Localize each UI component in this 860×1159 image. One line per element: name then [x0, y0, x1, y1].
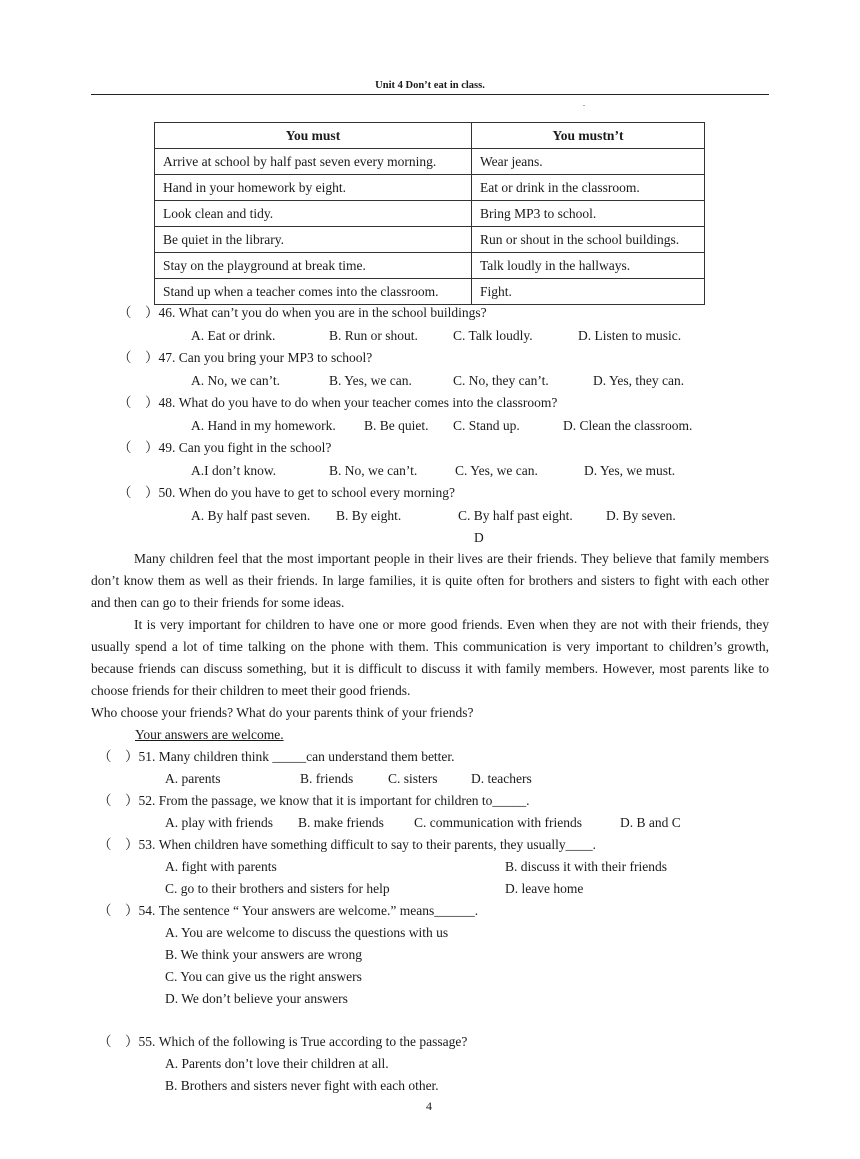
table-cell: Stand up when a teacher comes into the classroom. — [155, 279, 472, 305]
question-54-stem: （ ）54. The sentence “ Your answers are welcome.” means______. — [98, 903, 479, 918]
question-50-option-d: D. By seven. — [606, 508, 676, 523]
table-header-row — [155, 123, 705, 149]
question-51-option-b: B. friends — [300, 771, 354, 786]
table-header-must: You must — [155, 123, 472, 149]
question-47-stem: （ ）47. Can you bring your MP3 to school? — [118, 350, 373, 365]
question-52-option-d: D. B and C — [620, 815, 681, 830]
table-row — [155, 253, 705, 279]
question-50-option-c: C. By half past eight. — [458, 508, 573, 523]
question-48-option-a: A. Hand in my homework. — [191, 418, 336, 433]
question-47-option-a: A. No, we can’t. — [191, 373, 280, 388]
table-row — [155, 227, 705, 253]
table-row — [155, 279, 705, 305]
table-cell: Stay on the playground at break time. — [155, 253, 472, 279]
table-header-mustnt: You mustn’t — [472, 123, 705, 149]
question-55-stem: （ ）55. Which of the following is True according to the passage? — [98, 1034, 468, 1049]
page-number: 4 — [426, 1099, 432, 1113]
question-46-option-b: B. Run or shout. — [329, 328, 418, 343]
passage-paragraph-1: Many children feel that the most important people in their lives are their friends. They believe that family members don’t know them as well as their friends. In large families, it is quite often for brothers and sisters to fight with each other and then can go to their friends for some ideas. — [91, 551, 769, 610]
passage-paragraph-4: Your answers are welcome. — [135, 727, 284, 742]
question-54-option-c: C. You can give us the right answers — [165, 969, 362, 984]
dot-mark: . — [583, 99, 585, 108]
question-46-option-c: C. Talk loudly. — [453, 328, 533, 343]
table-cell: Talk loudly in the hallways. — [472, 253, 705, 279]
passage-paragraph-3: Who choose your friends? What do your parents think of your friends? — [91, 705, 474, 720]
question-51-option-a: A. parents — [165, 771, 221, 786]
question-49-option-d: D. Yes, we must. — [584, 463, 676, 478]
question-51-option-c: C. sisters — [388, 771, 438, 786]
table-cell: Arrive at school by half past seven every morning. — [155, 149, 472, 175]
question-46-stem: （ ）46. What can’t you do when you are in the school buildings? — [118, 305, 487, 320]
question-52-option-b: B. make friends — [298, 815, 384, 830]
question-51-option-d: D. teachers — [471, 771, 532, 786]
table-row — [155, 201, 705, 227]
question-55-option-a: A. Parents don’t love their children at all. — [165, 1056, 389, 1071]
question-52-option-a: A. play with friends — [165, 815, 273, 830]
question-49-option-b: B. No, we can’t. — [329, 463, 418, 478]
question-49-option-a: A.I don’t know. — [191, 463, 277, 478]
question-48-option-b: B. Be quiet. — [364, 418, 429, 433]
question-46-option-d: D. Listen to music. — [578, 328, 682, 343]
question-51-stem: （ ）51. Many children think _____can understand them better. — [98, 749, 455, 764]
rules-table — [154, 122, 705, 305]
question-54-option-a: A. You are welcome to discuss the questions with us — [165, 925, 449, 940]
question-55-option-b: B. Brothers and sisters never fight with each other. — [165, 1078, 439, 1093]
question-47-option-d: D. Yes, they can. — [593, 373, 685, 388]
question-53-option-c: C. go to their brothers and sisters for help — [165, 881, 390, 896]
question-48-option-d: D. Clean the classroom. — [563, 418, 693, 433]
question-46-option-a: A. Eat or drink. — [191, 328, 276, 343]
question-53-option-d: D. leave home — [505, 881, 584, 896]
question-52-stem: （ ）52. From the passage, we know that it is important for children to_____. — [98, 793, 530, 808]
question-48-option-c: C. Stand up. — [453, 418, 520, 433]
question-54-option-d: D. We don’t believe your answers — [165, 991, 348, 1006]
table-cell: Look clean and tidy. — [155, 201, 472, 227]
question-47-option-c: C. No, they can’t. — [453, 373, 549, 388]
question-48-stem: （ ）48. What do you have to do when your teacher comes into the classroom? — [118, 395, 558, 410]
table-row — [155, 175, 705, 201]
table-cell: Be quiet in the library. — [155, 227, 472, 253]
page-header-title: Unit 4 Don’t eat in class. — [375, 80, 485, 91]
question-52-option-c: C. communication with friends — [414, 815, 582, 830]
question-53-stem: （ ）53. When children have something difficult to say to their parents, they usually____. — [98, 837, 597, 852]
table-row — [155, 149, 705, 175]
table-cell: Hand in your homework by eight. — [155, 175, 472, 201]
question-50-option-a: A. By half past seven. — [191, 508, 311, 523]
question-54-option-b: B. We think your answers are wrong — [165, 947, 362, 962]
table-cell: Fight. — [472, 279, 705, 305]
header-rule — [91, 94, 769, 95]
question-50-stem: （ ）50. When do you have to get to school every morning? — [118, 485, 456, 500]
section-label: D — [474, 530, 484, 545]
table-cell: Eat or drink in the classroom. — [472, 175, 705, 201]
passage-paragraph-2: It is very important for children to have one or more good friends. Even when they are not with their friends, they usually spend a lot of time talking on the phone with them. This communication is very important to children’s growth, because friends can discuss something, but it is difficult to discuss it with family members. However, most parents like to choose friends for their children to meet their good friends. — [91, 617, 769, 698]
table-cell: Run or shout in the school buildings. — [472, 227, 705, 253]
question-49-stem: （ ）49. Can you fight in the school? — [118, 440, 332, 455]
table-cell: Wear jeans. — [472, 149, 705, 175]
question-53-option-b: B. discuss it with their friends — [505, 859, 667, 874]
question-50-option-b: B. By eight. — [336, 508, 402, 523]
question-47-option-b: B. Yes, we can. — [329, 373, 412, 388]
table-cell: Bring MP3 to school. — [472, 201, 705, 227]
question-49-option-c: C. Yes, we can. — [455, 463, 538, 478]
question-53-option-a: A. fight with parents — [165, 859, 277, 874]
